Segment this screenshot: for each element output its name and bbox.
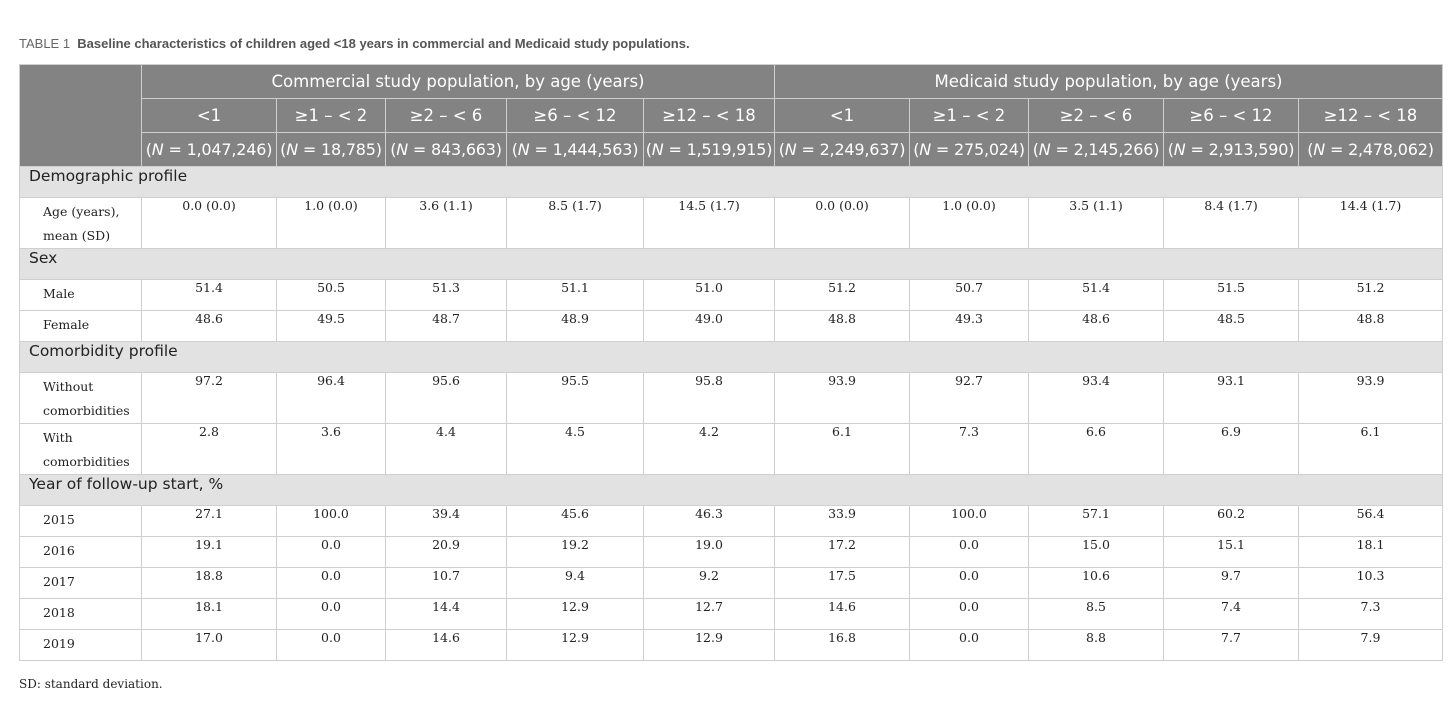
section-title: Comorbidity profile <box>20 342 1443 373</box>
table-cell: 0.0 <box>277 568 386 599</box>
table-cell: 45.6 <box>507 506 644 537</box>
table-cell: 100.0 <box>277 506 386 537</box>
table-cell: 0.0 <box>910 599 1029 630</box>
n-value: 2,913,590 <box>1208 140 1289 159</box>
table-footnote: SD: standard deviation. <box>19 677 163 691</box>
section-header-row <box>20 475 1443 506</box>
table-cell: 95.8 <box>644 373 775 424</box>
header-sample-size: (N = 2,478,062) <box>1299 133 1443 167</box>
table-cell: 1.0 (0.0) <box>277 198 386 249</box>
table-cell: 9.4 <box>507 568 644 599</box>
table-cell: 48.8 <box>1299 311 1443 342</box>
table-cell: 12.9 <box>644 630 775 661</box>
n-value: 2,145,266 <box>1073 140 1154 159</box>
table-cell: 51.2 <box>775 280 910 311</box>
n-value: 1,444,563 <box>552 140 633 159</box>
table-cell: 49.0 <box>644 311 775 342</box>
row-label-line: Male <box>43 286 75 301</box>
n-symbol: N <box>517 140 530 159</box>
table-row <box>20 568 1443 599</box>
table-cell: 10.6 <box>1029 568 1164 599</box>
table-cell: 49.3 <box>910 311 1029 342</box>
table-cell: 95.5 <box>507 373 644 424</box>
table-cell: 12.9 <box>507 630 644 661</box>
header-age-group: ≥2 – < 6 <box>1029 99 1164 133</box>
table-cell: 7.3 <box>910 424 1029 475</box>
table-caption-label: TABLE 1 <box>19 36 71 51</box>
table-cell: 17.2 <box>775 537 910 568</box>
header-corner <box>20 65 142 167</box>
table-row <box>20 630 1443 661</box>
row-label <box>20 424 142 475</box>
section-title: Demographic profile <box>20 167 1443 198</box>
section-title: Year of follow-up start, % <box>20 475 1443 506</box>
header-sample-size: (N = 1,519,915) <box>644 133 775 167</box>
table-cell: 51.3 <box>386 280 507 311</box>
header-age-group: ≥12 – < 18 <box>1299 99 1443 133</box>
table-row <box>20 599 1443 630</box>
header-sample-size: (N = 2,249,637) <box>775 133 910 167</box>
table-cell: 17.5 <box>775 568 910 599</box>
table-cell: 14.4 <box>386 599 507 630</box>
table-cell: 93.9 <box>775 373 910 424</box>
header-group-medicaid: Medicaid study population, by age (years) <box>775 65 1443 99</box>
table-cell: 14.5 (1.7) <box>644 198 775 249</box>
table-cell: 8.8 <box>1029 630 1164 661</box>
row-label <box>20 599 142 630</box>
table-cell: 0.0 <box>910 630 1029 661</box>
table-row <box>20 280 1443 311</box>
table-cell: 33.9 <box>775 506 910 537</box>
table-cell: 51.4 <box>1029 280 1164 311</box>
n-symbol: N <box>651 140 664 159</box>
row-label-line: comorbidities <box>43 454 130 469</box>
table-cell: 51.2 <box>1299 280 1443 311</box>
table-cell: 19.2 <box>507 537 644 568</box>
table-cell: 6.9 <box>1164 424 1299 475</box>
table-cell: 0.0 <box>277 599 386 630</box>
n-symbol: N <box>919 140 932 159</box>
row-label <box>20 537 142 568</box>
table-cell: 10.3 <box>1299 568 1443 599</box>
table-cell: 48.9 <box>507 311 644 342</box>
row-label <box>20 506 142 537</box>
table-cell: 7.4 <box>1164 599 1299 630</box>
table-cell: 17.0 <box>142 630 277 661</box>
table-cell: 51.5 <box>1164 280 1299 311</box>
table-cell: 16.8 <box>775 630 910 661</box>
table-cell: 15.0 <box>1029 537 1164 568</box>
row-label-line: 2018 <box>43 605 75 620</box>
table-cell: 51.1 <box>507 280 644 311</box>
table-cell: 51.4 <box>142 280 277 311</box>
row-label-line: 2017 <box>43 574 75 589</box>
row-label <box>20 373 142 424</box>
table-cell: 4.5 <box>507 424 644 475</box>
table-cell: 93.1 <box>1164 373 1299 424</box>
n-value: 18,785 <box>320 140 376 159</box>
baseline-characteristics-table <box>19 64 1443 661</box>
row-label <box>20 198 142 249</box>
table-cell: 10.7 <box>386 568 507 599</box>
n-symbol: N <box>396 140 409 159</box>
table-cell: 0.0 <box>277 630 386 661</box>
table-cell: 20.9 <box>386 537 507 568</box>
table-cell: 18.1 <box>1299 537 1443 568</box>
table-cell: 19.1 <box>142 537 277 568</box>
table-cell: 12.9 <box>507 599 644 630</box>
table-cell: 14.6 <box>775 599 910 630</box>
table-cell: 49.5 <box>277 311 386 342</box>
table-cell: 48.7 <box>386 311 507 342</box>
table-cell: 97.2 <box>142 373 277 424</box>
section-title: Sex <box>20 249 1443 280</box>
section-header-row <box>20 167 1443 198</box>
table-cell: 0.0 <box>910 568 1029 599</box>
table-row <box>20 537 1443 568</box>
table-cell: 8.5 (1.7) <box>507 198 644 249</box>
table-cell: 48.6 <box>1029 311 1164 342</box>
table-cell: 4.2 <box>644 424 775 475</box>
table-cell: 9.7 <box>1164 568 1299 599</box>
header-age-group: ≥6 – < 12 <box>507 99 644 133</box>
table-cell: 15.1 <box>1164 537 1299 568</box>
table-cell: 92.7 <box>910 373 1029 424</box>
table-cell: 57.1 <box>1029 506 1164 537</box>
row-label <box>20 311 142 342</box>
n-symbol: N <box>1173 140 1186 159</box>
table-cell: 48.6 <box>142 311 277 342</box>
header-age-group: <1 <box>142 99 277 133</box>
table-cell: 48.8 <box>775 311 910 342</box>
table-cell: 1.0 (0.0) <box>910 198 1029 249</box>
table-cell: 50.5 <box>277 280 386 311</box>
table-cell: 12.7 <box>644 599 775 630</box>
table-cell: 3.6 (1.1) <box>386 198 507 249</box>
row-label <box>20 630 142 661</box>
header-sample-size: (N = 843,663) <box>386 133 507 167</box>
header-sample-size: (N = 2,913,590) <box>1164 133 1299 167</box>
n-value: 1,519,915 <box>686 140 767 159</box>
section-header-row <box>20 342 1443 373</box>
n-value: 1,047,246 <box>186 140 267 159</box>
row-label <box>20 568 142 599</box>
table-cell: 2.8 <box>142 424 277 475</box>
table-cell: 6.1 <box>1299 424 1443 475</box>
header-age-group: ≥6 – < 12 <box>1164 99 1299 133</box>
table-cell: 4.4 <box>386 424 507 475</box>
table-cell: 18.1 <box>142 599 277 630</box>
table-cell: 56.4 <box>1299 506 1443 537</box>
table-cell: 0.0 (0.0) <box>142 198 277 249</box>
table-row <box>20 424 1443 475</box>
table-cell: 7.9 <box>1299 630 1443 661</box>
table-cell: 19.0 <box>644 537 775 568</box>
row-label <box>20 280 142 311</box>
header-sample-size: (N = 275,024) <box>910 133 1029 167</box>
table-cell: 0.0 <box>277 537 386 568</box>
table-cell: 93.4 <box>1029 373 1164 424</box>
table-row <box>20 373 1443 424</box>
header-age-group: ≥12 – < 18 <box>644 99 775 133</box>
table-body <box>20 167 1443 661</box>
table-caption-text: Baseline characteristics of children aged <18 years in commercial and Medicaid study populations. <box>77 36 690 51</box>
table-cell: 48.5 <box>1164 311 1299 342</box>
table-cell: 50.7 <box>910 280 1029 311</box>
table-cell: 3.5 (1.1) <box>1029 198 1164 249</box>
table-cell: 18.8 <box>142 568 277 599</box>
table-cell: 14.4 (1.7) <box>1299 198 1443 249</box>
table-cell: 7.7 <box>1164 630 1299 661</box>
table-cell: 6.6 <box>1029 424 1164 475</box>
table-cell: 3.6 <box>277 424 386 475</box>
table-header <box>20 65 1443 167</box>
table-cell: 93.9 <box>1299 373 1443 424</box>
header-sample-size: (N = 18,785) <box>277 133 386 167</box>
n-symbol: N <box>151 140 164 159</box>
table-row <box>20 506 1443 537</box>
n-value: 275,024 <box>954 140 1019 159</box>
row-label-line: mean (SD) <box>43 228 111 243</box>
n-symbol: N <box>1313 140 1326 159</box>
table-row <box>20 198 1443 249</box>
table-cell: 9.2 <box>644 568 775 599</box>
header-sample-size: (N = 1,444,563) <box>507 133 644 167</box>
n-symbol: N <box>784 140 797 159</box>
table-cell: 8.4 (1.7) <box>1164 198 1299 249</box>
table-cell: 6.1 <box>775 424 910 475</box>
table-cell: 96.4 <box>277 373 386 424</box>
table-cell: 46.3 <box>644 506 775 537</box>
row-label-line: 2019 <box>43 636 75 651</box>
header-group-commercial: Commercial study population, by age (years) <box>142 65 775 99</box>
table-cell: 60.2 <box>1164 506 1299 537</box>
table-row <box>20 311 1443 342</box>
table-cell: 39.4 <box>386 506 507 537</box>
row-label-line: Female <box>43 317 90 332</box>
n-value: 843,663 <box>431 140 496 159</box>
row-label-line: comorbidities <box>43 403 130 418</box>
header-age-group: ≥1 – < 2 <box>910 99 1029 133</box>
table-cell: 0.0 <box>910 537 1029 568</box>
table-cell: 95.6 <box>386 373 507 424</box>
header-age-group: ≥1 – < 2 <box>277 99 386 133</box>
header-sample-size: (N = 2,145,266) <box>1029 133 1164 167</box>
header-age-group: <1 <box>775 99 910 133</box>
table-cell: 8.5 <box>1029 599 1164 630</box>
header-sample-size: (N = 1,047,246) <box>142 133 277 167</box>
table-cell: 100.0 <box>910 506 1029 537</box>
table-cell: 27.1 <box>142 506 277 537</box>
section-header-row <box>20 249 1443 280</box>
row-label-line: 2015 <box>43 512 75 527</box>
row-label-line: Age (years), <box>43 204 120 219</box>
row-label-line: 2016 <box>43 543 75 558</box>
n-value: 2,478,062 <box>1348 140 1428 159</box>
n-symbol: N <box>1038 140 1051 159</box>
table-cell: 7.3 <box>1299 599 1443 630</box>
header-age-group: ≥2 – < 6 <box>386 99 507 133</box>
row-label-line: Without <box>43 379 94 394</box>
table-cell: 51.0 <box>644 280 775 311</box>
n-value: 2,249,637 <box>819 140 900 159</box>
table-caption <box>19 36 690 51</box>
table-cell: 14.6 <box>386 630 507 661</box>
row-label-line: With <box>43 430 73 445</box>
n-symbol: N <box>286 140 298 159</box>
table-cell: 0.0 (0.0) <box>775 198 910 249</box>
